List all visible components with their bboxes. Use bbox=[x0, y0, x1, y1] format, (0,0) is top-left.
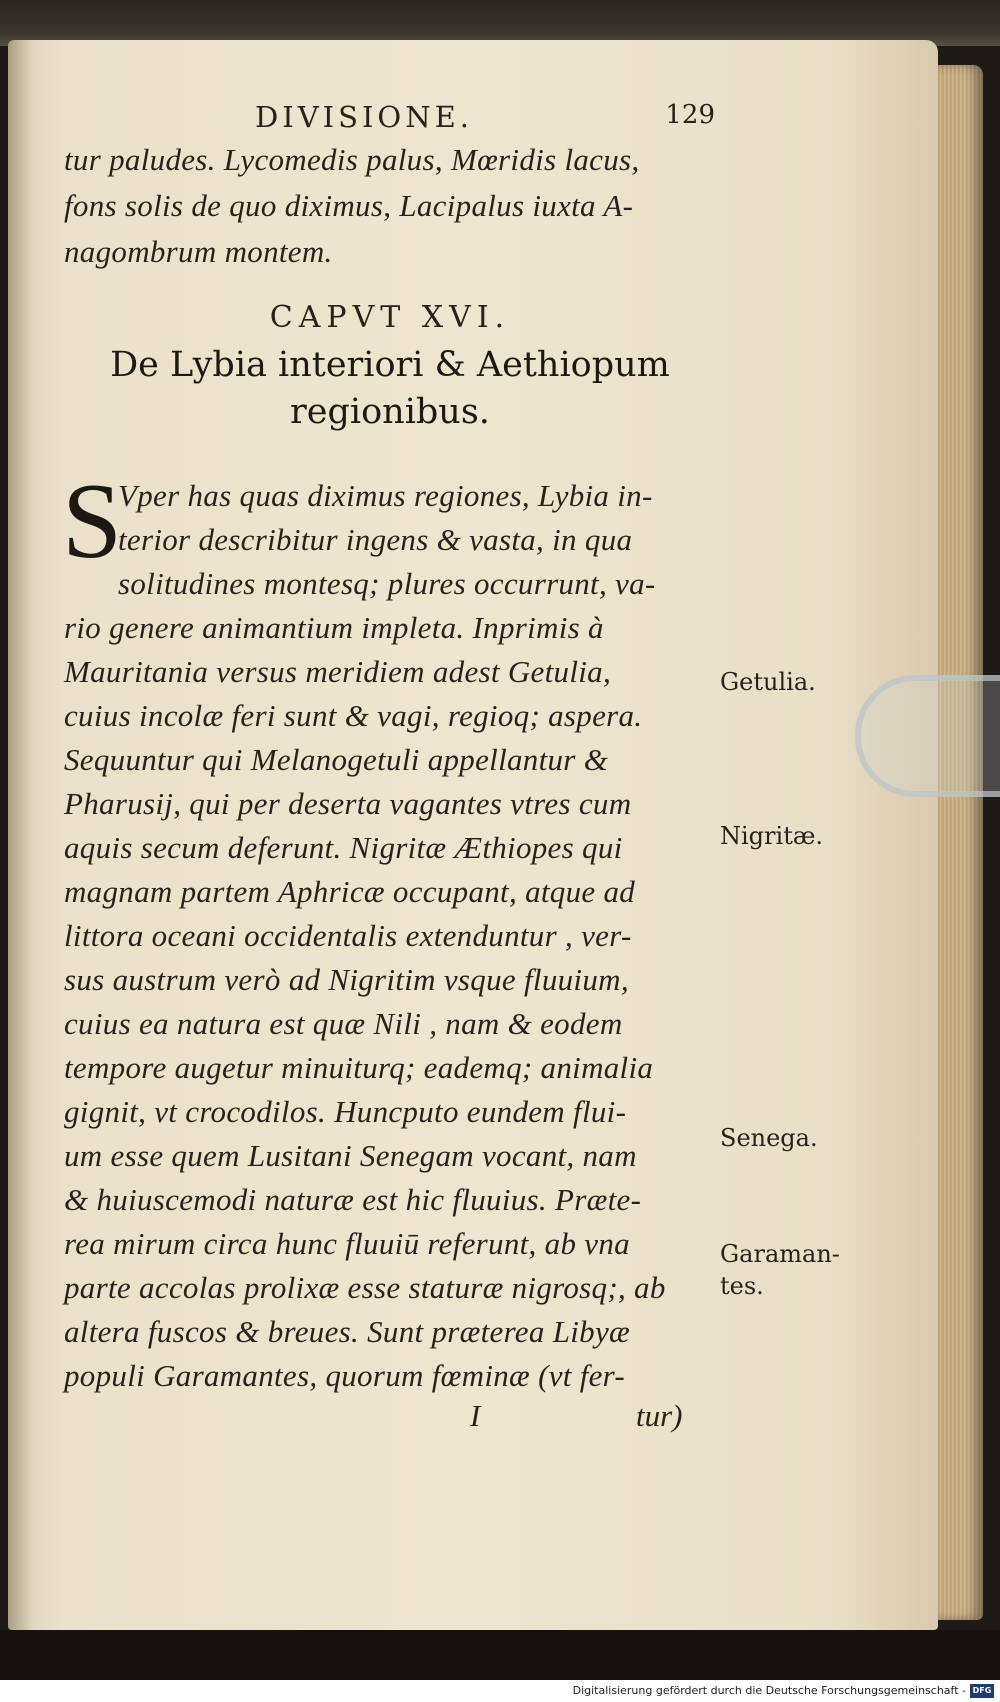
text-line: aquis secum deferunt. Nigritæ Æthiopes qui bbox=[64, 830, 623, 865]
page-header bbox=[255, 100, 715, 140]
text-line: nagombrum montem. bbox=[64, 234, 333, 269]
margin-note-garamantes-continued: tes. bbox=[720, 1272, 764, 1300]
book-bottom-edge bbox=[0, 1630, 1000, 1680]
text-line: tempore augetur minuiturq; eademq; animalia bbox=[64, 1050, 654, 1085]
text-line: rio genere animantium impleta. Inprimis à bbox=[64, 610, 604, 645]
gutter-shadow bbox=[8, 40, 32, 1630]
drop-cap: S bbox=[62, 462, 123, 581]
text-line: populi Garamantes, quorum fœminæ (vt fer- bbox=[64, 1358, 626, 1393]
margin-note-getulia: Getulia. bbox=[720, 668, 816, 696]
text-line: fons solis de quo diximus, Lacipalus iuxta A- bbox=[64, 188, 634, 223]
catchword: tur) bbox=[636, 1398, 683, 1433]
text-line: magnam partem Aphricæ occupant, atque ad bbox=[64, 874, 636, 909]
text-line: littora oceani occidentalis extenduntur , ver- bbox=[64, 918, 632, 953]
text-line: sus austrum verò ad Nigritim vsque fluuium, bbox=[64, 962, 629, 997]
text-line: um esse quem Lusitani Senegam vocant, nam bbox=[64, 1138, 637, 1173]
text-line: Pharusij, qui per deserta vagantes vtres cum bbox=[64, 786, 632, 821]
margin-note-nigritae: Nigritæ. bbox=[720, 822, 824, 850]
text-line: solitudines montesq; plures occurrunt, va- bbox=[118, 566, 656, 601]
digitization-credit: Digitalisierung gefördert durch die Deutsche Forschungsgemeinschaft - bbox=[572, 1684, 966, 1697]
chapter-title: De Lybia interiori & Aethiopum bbox=[110, 345, 670, 385]
footer-bar bbox=[0, 1680, 1000, 1702]
text-line: rea mirum circa hunc fluuiū referunt, ab vna bbox=[64, 1226, 630, 1261]
text-line: cuius ea natura est quæ Nili , nam & eodem bbox=[64, 1006, 623, 1041]
text-line: & huiuscemodi naturæ est hic fluuius. Præte- bbox=[64, 1182, 642, 1217]
text-line: Sequuntur qui Melanogetuli appellantur & bbox=[64, 742, 609, 777]
margin-note-senega: Senega. bbox=[720, 1124, 818, 1152]
page-number: 129 bbox=[665, 100, 715, 130]
dfg-logo: DFG bbox=[970, 1684, 994, 1698]
text-line: Mauritania versus meridiem adest Getulia, bbox=[64, 654, 611, 689]
text-line: Vper has quas diximus regiones, Lybia in- bbox=[118, 478, 653, 513]
text-line: terior describitur ingens & vasta, in qua bbox=[118, 522, 633, 557]
running-head: DIVISIONE. bbox=[255, 100, 473, 134]
text-line: tur paludes. Lycomedis palus, Mœridis lacus, bbox=[64, 142, 640, 177]
text-line: parte accolas prolixæ esse staturæ nigrosq;, ab bbox=[64, 1270, 666, 1305]
margin-note-garamantes: Garaman- bbox=[720, 1240, 840, 1268]
text-line: gignit, vt crocodilos. Huncputo eundem flui- bbox=[64, 1094, 627, 1129]
chapter-number: CAPVT XVI. bbox=[269, 300, 511, 335]
signature-mark: I bbox=[470, 1398, 481, 1433]
text-line: altera fuscos & breues. Sunt præterea Libyæ bbox=[64, 1314, 630, 1349]
text-line: cuius incolæ feri sunt & vagi, regioq; aspera. bbox=[64, 698, 643, 733]
chapter-title-continued: regionibus. bbox=[290, 392, 490, 432]
page-clip bbox=[855, 675, 1000, 797]
